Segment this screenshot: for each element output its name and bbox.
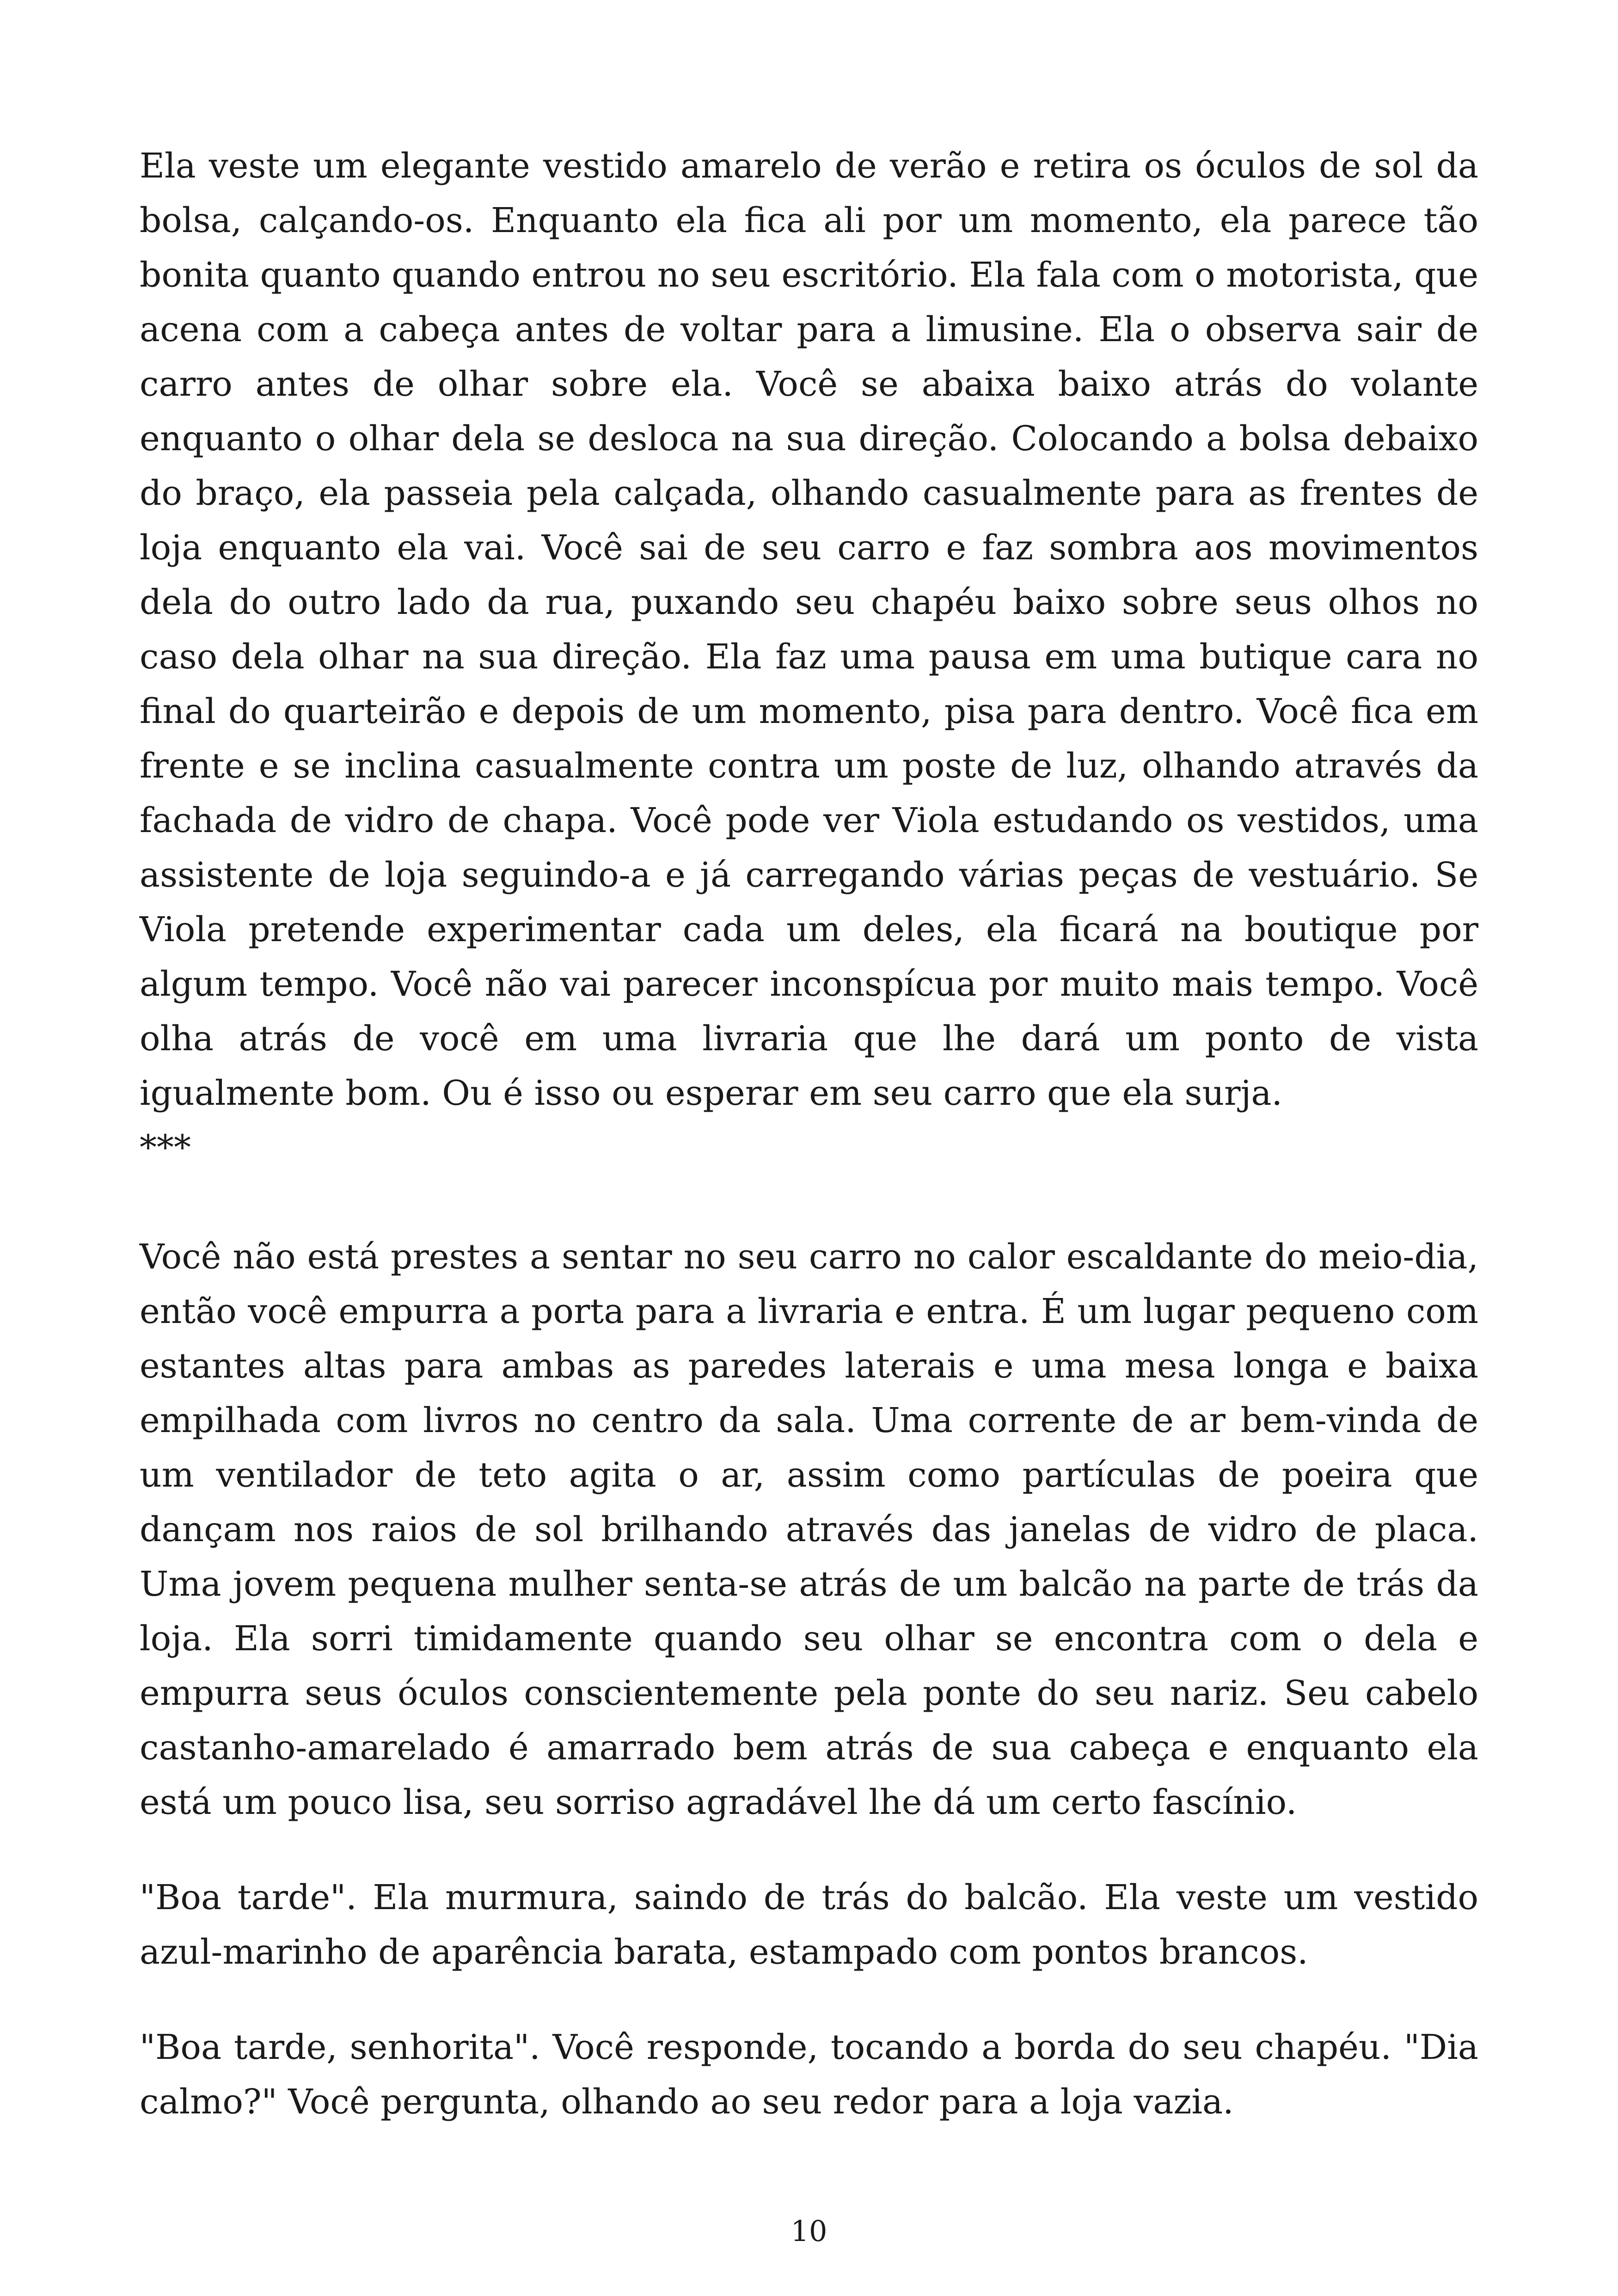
scene-break: *** (140, 1128, 191, 1168)
page-number: 10 (791, 2214, 827, 2248)
paragraph-reply: "Boa tarde, senhorita". Você responde, tocando a borda do seu chapéu. "Dia calmo?" Você pergunta, olhando ao seu redor para a loja vazia. (140, 2027, 1478, 2122)
page-body (140, 139, 1478, 2129)
paragraph-greeting: "Boa tarde". Ela murmura, saindo de trás do balcão. Ela veste um vestido azul-marinho de aparência barata, estampado com pontos brancos. (140, 1878, 1478, 1972)
paragraph-viola-boutique: Ela veste um elegante vestido amarelo de verão e retira os óculos de sol da bolsa, calçando-os. Enquanto ela fica ali por um momento, ela parece tão bonita quanto quando entrou no seu escritório. Ela fala com o motorista, que acena com a cabeça antes de voltar para a limusine. Ela o observa sair de carro antes de olhar sobre ela. Você se abaixa baixo atrás do volante enquanto o olhar dela se desloca na sua direção. Colocando a bolsa debaixo do braço, ela passeia pela calçada, olhando casualmente para as frentes de loja enquanto ela vai. Você sai de seu carro e faz sombra aos movimentos dela do outro lado da rua, puxando seu chapéu baixo sobre seus olhos no caso dela olhar na sua direção. Ela faz uma pausa em uma butique cara no final do quarteirão e depois de um momento, pisa para dentro. Você fica em frente e se inclina casualmente contra um poste de luz, olhando através da fachada de vidro de chapa. Você pode ver Viola estudando os vestidos, uma assistente de loja seguindo-a e já carregando várias peças de vestuário. Se Viola pretende experimentar cada um deles, ela ficará na boutique por algum tempo. Você não vai parecer inconspícua por muito mais tempo. Você olha atrás de você em uma livraria que lhe dará um ponto de vista igualmente bom. Ou é isso ou esperar em seu carro que ela surja. (140, 146, 1479, 1113)
paragraph-bookshop: Você não está prestes a sentar no seu carro no calor escaldante do meio-dia, então você empurra a porta para a livraria e entra. É um lugar pequeno com estantes altas para ambas as paredes laterais e uma mesa longa e baixa empilhada com livros no centro da sala. Uma corrente de ar bem-vinda de um ventilador de teto agita o ar, assim como partículas de poeira que dançam nos raios de sol brilhando através das janelas de vidro de placa. Uma jovem pequena mulher senta-se atrás de um balcão na parte de trás da loja. Ela sorri timidamente quando seu olhar se encontra com o dela e empurra seus óculos conscientemente pela ponte do seu nariz. Seu cabelo castanho-amarelado é amarrado bem atrás de sua cabeça e enquanto ela está um pouco lisa, seu sorriso agradável lhe dá um certo fascínio. (140, 1237, 1478, 1822)
